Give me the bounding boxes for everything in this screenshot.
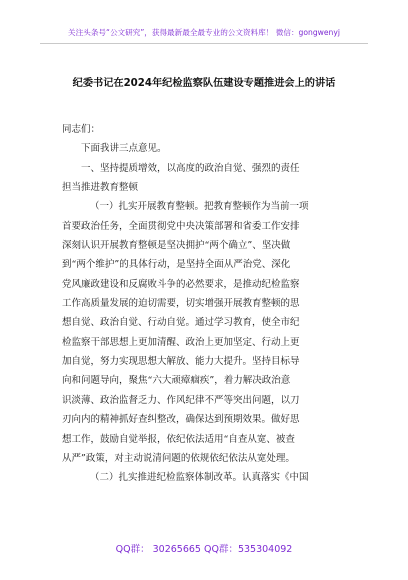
paragraph-line: 识淡薄、政治监督乏力、作风纪律不严等突出问题，以刀 <box>62 394 300 406</box>
paragraph-line: 工作高质量发展的迫切需要，切实增强开展教育整顿的思 <box>62 298 300 310</box>
paragraph-line: 检监察干部思想上更加清醒、政治上更加坚定、行动上更 <box>62 336 300 348</box>
paragraph-line: （二）扎实推进纪检监察体制改革。认真落实《中国 <box>90 472 309 484</box>
paragraph-line: 下面我讲三点意见。 <box>81 143 167 155</box>
paragraph-line: （一）扎实开展教育整顿。把教育整顿作为当前一项 <box>90 201 309 213</box>
footer-qq-groups: QQ群： 30265665 QQ群：535304092 <box>115 544 293 555</box>
paragraph-line: 深刻认识开展教育整顿是坚决拥护“两个确立”、坚决做 <box>62 240 291 252</box>
paragraph-line: 加自觉，努力实现思想大解放、能力大提升。坚持目标导 <box>62 356 300 368</box>
paragraph-line: 想自觉、政治自觉、行动自觉。通过学习教育，使全市纪 <box>62 317 300 329</box>
header-note: 关注头条号“公文研究”，获得最新最全最专业的公文资料库！ 微信：gongwenyj <box>68 28 340 37</box>
section-heading-line: 担当推进教育整顿 <box>62 182 139 194</box>
document-body <box>62 120 346 488</box>
paragraph-line: 到“两个维护”的具体行动，是坚持全面从严治党、深化 <box>62 259 291 271</box>
paragraph-line: 想工作，鼓励自觉举报，依纪依法适用“自查从宽、被查 <box>62 433 295 445</box>
paragraph-line: 党风廉政建设和反腐败斗争的必然要求，是推动纪检监察 <box>62 278 300 290</box>
paragraph-line: 向和问题导向，聚焦“六大顽瘴痼疾”，着力解决政治意 <box>62 375 291 387</box>
paragraph-line: 刃向内的精神抓好查纠整改，确保达到预期效果。做好思 <box>62 414 300 426</box>
salutation: 同志们： <box>62 124 101 135</box>
document-title: 纪委书记在2024年纪检监察队伍建设专题推进会上的讲话 <box>72 78 336 89</box>
paragraph-line: 从严”政策，对主动说清问题的依规依纪依法从宽处理。 <box>62 452 295 464</box>
header-divider <box>40 43 368 44</box>
section-heading-line: 一、坚持提质增效，以高度的政治自觉、强烈的责任 <box>81 162 300 174</box>
paragraph-line: 首要政治任务，全面贯彻党中央决策部署和省委工作安排 <box>62 220 300 232</box>
